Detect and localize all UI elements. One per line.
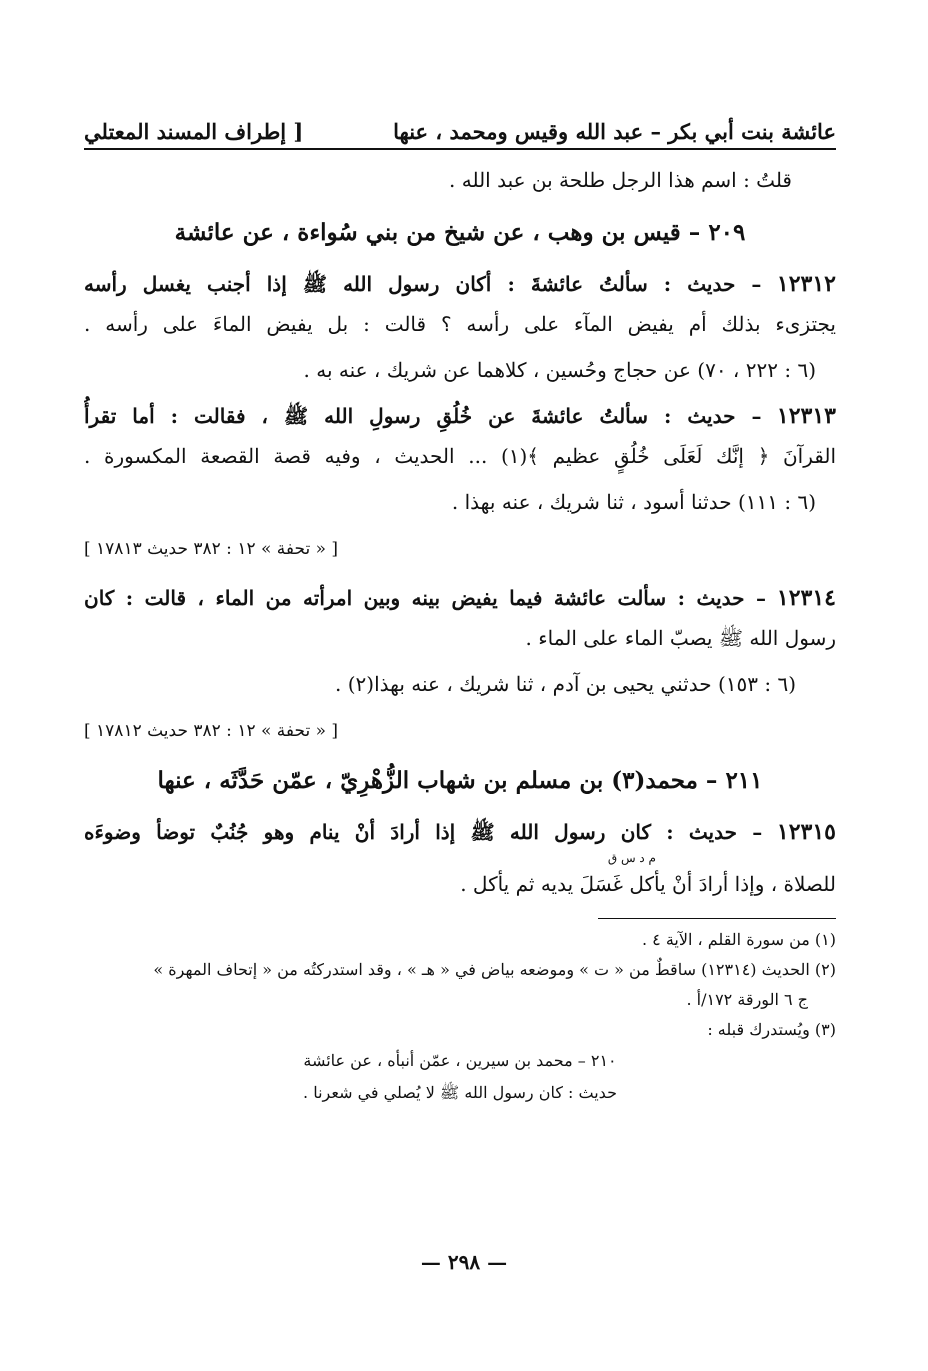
source-marker: م د س ق bbox=[607, 851, 656, 865]
running-header bbox=[84, 104, 836, 144]
hadith-12312-line-2: يجتزىء بذلك أم يفيض المآء على رأسه ؟ قالت : بل يفيض الماءَ على رأسه . bbox=[84, 312, 836, 336]
footnote-2-line-2: ج ٦ الورقة ١٧٢/أ . bbox=[686, 990, 808, 1009]
footnote-rule bbox=[598, 918, 836, 919]
hadith-12313-reference: (٦ : ١١١) حدثنا أسود ، ثنا شريك ، عنه بهذا . bbox=[451, 490, 816, 514]
tuhfa-reference-12314 bbox=[84, 714, 836, 748]
section-heading-209: ٢٠٩ – قيس بن وهب ، عن شيخ من بني سُواءة ، عن عائشة bbox=[174, 219, 746, 246]
hadith-12314-line-2: رسول الله ﷺ يصبّ الماء على الماء . bbox=[525, 626, 836, 650]
footnote-3-heading: ٢١٠ – محمد بن سيرين ، عمّن أنبأه ، عن عائشة bbox=[303, 1051, 617, 1070]
footnote-1: (١) من سورة القلم ، الآية ٤ . bbox=[641, 930, 836, 949]
hadith-12312-reference: (٦ : ٢٢٢ ، ٧٠) عن حجاج وحُسين ، كلاهما عن شريك ، عنه به . bbox=[303, 358, 816, 382]
hadith-12313-line-2: القرآنَ ﴿ إنَّك لَعَلَى خُلُقٍ عظيم ﴾(١) ... الحديث ، وفيه قصة القصعة المكسورة . bbox=[84, 444, 836, 468]
hadith-12312-line-1 bbox=[84, 264, 836, 304]
hadith-12315-line-2: للصلاة ، وإذا أرادَ أنْ يأكل غَسَلَ يديه ثم يأكل . bbox=[460, 872, 836, 896]
hadith-12314-line-1 bbox=[84, 578, 836, 618]
section-heading-211: ٢١١ – محمد(٣) بن مسلم بن شهاب الزُّهْرِيّ ، عمّن حَدَّثَه ، عنها bbox=[157, 767, 763, 794]
header-rule bbox=[84, 148, 836, 150]
header-left-title: [ إطراف المسند المعتلي bbox=[84, 119, 304, 144]
hadith-number: ١٢٣١٤ bbox=[776, 585, 836, 611]
hadith-number: ١٢٣١٣ bbox=[776, 403, 836, 429]
intro-line: قلتُ : اسم هذا الرجل طلحة بن عبد الله . bbox=[449, 168, 792, 192]
hadith-12312-text-1: – حديث : سألتُ عائشةَ : أكان رسول الله ﷺ إذا أجنب يغسل رأسه bbox=[84, 272, 762, 296]
footnote-3: (٣) ويُستدرك قبله : bbox=[707, 1020, 836, 1039]
hadith-12314-text-1: – حديث : سألت عائشة فيما يفيض بينه وبين امرأته من الماء ، قالت : كان bbox=[84, 586, 767, 610]
hadith-12313-text-1: – حديث : سألتُ عائشةَ عن خُلُقِ رسولِ الله ﷺ ، فقالت : أما تقرأُ bbox=[84, 404, 762, 428]
footnote-2-line-1: (٢) الحديث (١٢٣١٤) ساقطٌ من « ت » وموضعه بياض في « هـ » ، وقد استدركتُه من « إتحاف المهرة » bbox=[153, 960, 836, 979]
hadith-12315-text-1: – حديث : كان رسول الله ﷺ إذا أرادَ أنْ ينام وهو جُنُبٌ توضأ وضوءَه bbox=[84, 820, 763, 844]
page-number: — ٢٩٨ — bbox=[420, 1250, 508, 1274]
hadith-number: ١٢٣١٥ bbox=[776, 819, 836, 845]
hadith-12313-line-1 bbox=[84, 396, 836, 436]
page-body bbox=[84, 160, 836, 1109]
hadith-12314-reference: (٦ : ١٥٣) حدثني يحيى بن آدم ، ثنا شريك ، عنه بهذا(٢) . bbox=[334, 672, 796, 696]
tuhfa-text: [ « تحفة » ١٢ : ٣٨٢ حديث ١٧٨١٢ ] bbox=[84, 721, 339, 741]
hadith-number: ١٢٣١٢ bbox=[776, 271, 836, 297]
tuhfa-reference-12313 bbox=[84, 532, 836, 566]
header-right-title: عائشة بنت أبي بكر – عبد الله وقيس ومحمد ، عنها bbox=[393, 119, 836, 144]
hadith-12315-line-1 bbox=[84, 812, 836, 852]
tuhfa-text: [ « تحفة » ١٢ : ٣٨٢ حديث ١٧٨١٣ ] bbox=[84, 539, 339, 559]
footnote-3-text: حديث : كان رسول الله ﷺ لا يُصلي في شعرنا . bbox=[303, 1083, 617, 1102]
